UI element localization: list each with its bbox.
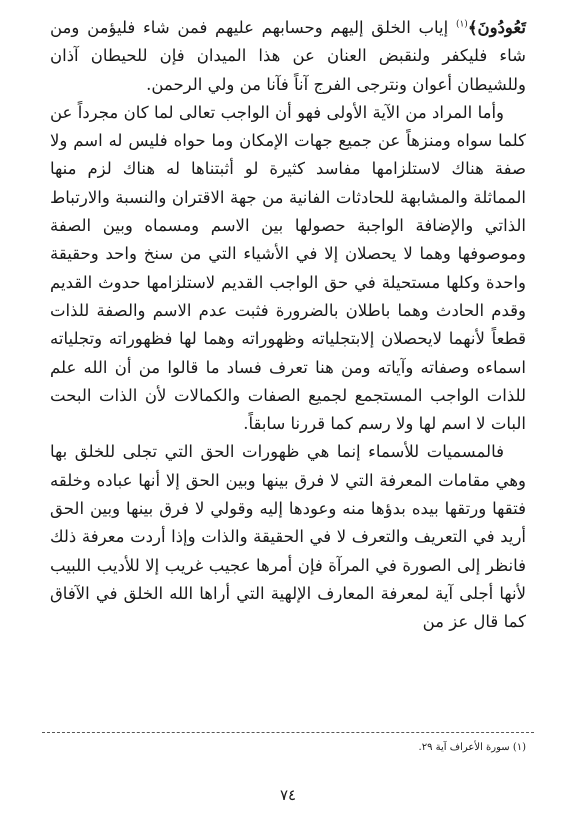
footnote: (١) سورة الأعراف آية ٢٩. [418, 742, 526, 753]
paragraph-1-text: إياب الخلق إليهم وحسابهم عليهم فمن شاء فليؤمن ومن شاء فليكفر ولنقبض العنان عن هذا الميدان فإن للحيطان آذان وللشيطان أعوان ونترجى الفرج آناً فآنا من ولي الرحمن. [50, 18, 526, 94]
footnote-reference[interactable]: (١) [455, 19, 468, 30]
footnote-separator [42, 732, 534, 733]
paragraph-2: وأما المراد من الآية الأولى فهو أن الواجب تعالى لما كان مجرداً عن كلما سواه ومنزهاً عن جميع جهات الإمكان وما حواه فليس له اسم ولا صفة هناك لاستلزامها مفاسد كثيرة لو أثبتناها له هناك لزم منها المماثلة والمشابهة للحادثات الفانية من جهة الاقتران والنسبة والارتباط الذاتي والإضافة الواجبة حصولها بين الاسم ومسماه وبين الصفة وموصوفها وهما لا يحصلان إلا في الأشياء التي من سنخ واحد وحقيقة واحدة وكلها مستحيلة في حق الواجب القديم لاستلزامها حدوث القديم وقدم الحادث وهما باطلان بالضرورة فثبت عدم الاسم والصفة للذات قطعاً لأنهما لايحصلان إلابتجلياته وظهوراته وهما لها فظهوراته وتجلياته اسماءه وصفاته وآياته ومن هنا تعرف فساد ما قالوا من أن الله علم للذات الواجب المستجمع لجميع الصفات والكمالات لأن الذات البحت البات لا اسم لها ولا رسم كما قررنا سابقاً. [50, 102, 526, 434]
paragraph-1 [50, 14, 526, 99]
page-number: ٧٤ [279, 786, 297, 804]
body-text [50, 14, 526, 637]
quran-verse-ending: تَعُودُونَ﴾ [467, 18, 526, 37]
paragraph-3: فالمسميات للأسماء إنما هي ظهورات الحق التي تجلى للخلق بها وهي مقامات المعرفة التي لا فرق بينها وبين الحق إلا أنها عباده وخلقه فتقها ورتقها بيده بدؤها منه وعودها إليه وقولي لا فرق بينها وبين الحق أريد في التعريف والتعرف لا في الحقيقة والذات وإذا أردت معرفة ذلك فانظر إلى الصورة في المرآة فإن أمرها عجيب غريب إلا للأديب اللبيب لأنها أجلى آية لمعرفة المعارف الإلهية التي أراها الله الخلق في الآفاق كما قال عز من [50, 442, 526, 632]
